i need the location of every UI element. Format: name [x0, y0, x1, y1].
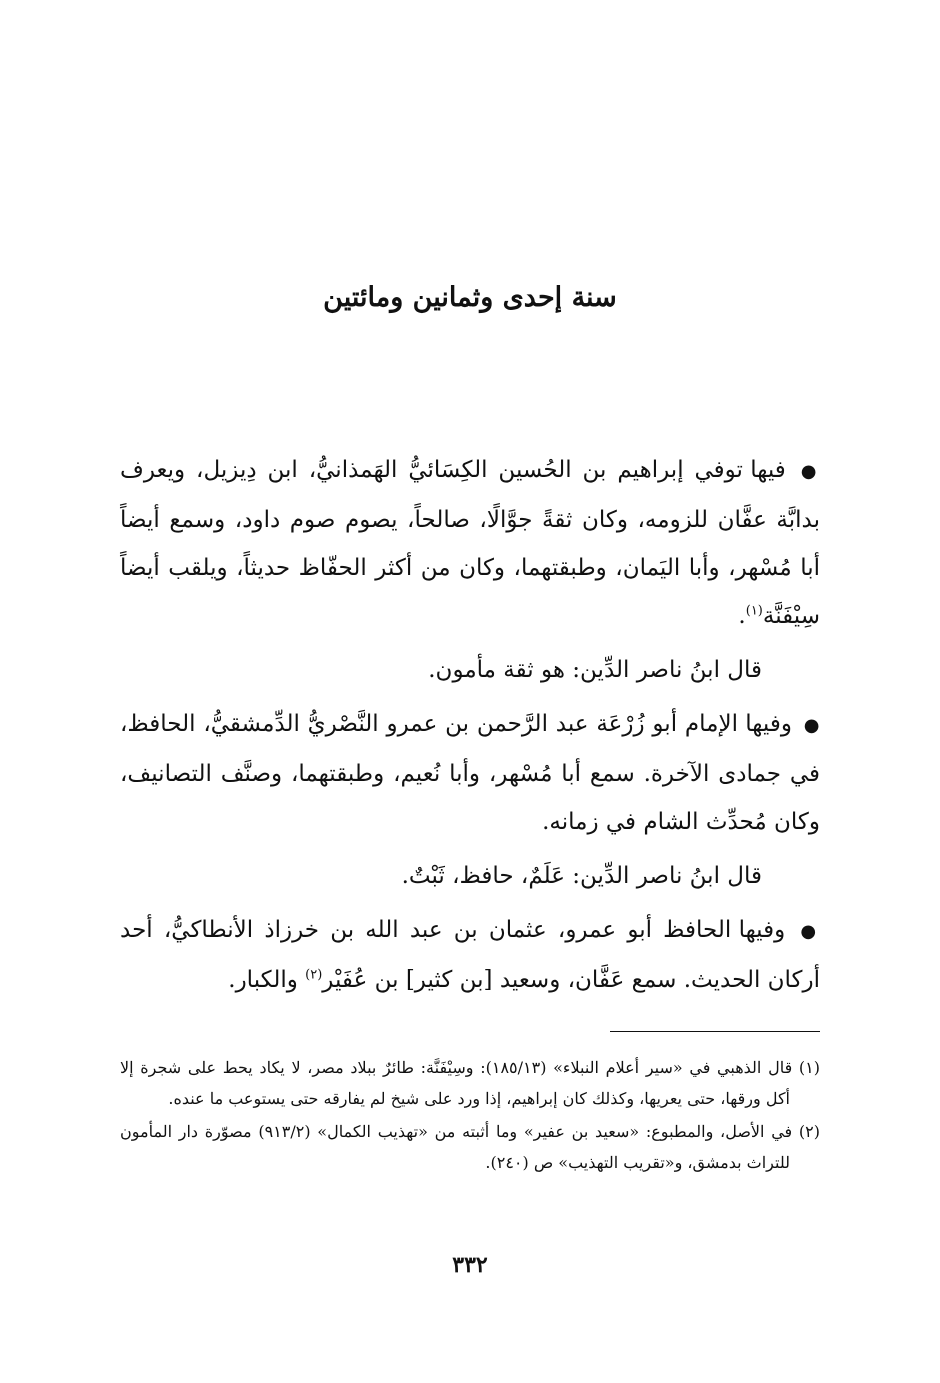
- paragraph-quote-2: [120, 852, 820, 900]
- footnote-1: (١) قال الذهبي في «سير أعلام النبلاء» (١٨٥/١٣): وسِيْفَنَّة: طائرٌ ببلاد مصر، لا يكاد يحط على شجرة إلا أكل ورقها، حتى يعريها، وكذلك كان إبراهيم، إذا ورد على شيخ لم يفارقه حتى يستوعب ما عنده.: [120, 1058, 821, 1108]
- paragraph-abu-zura: [120, 700, 820, 846]
- page-number: ٣٣٢: [452, 1252, 488, 1278]
- paragraph-text-end: والكبار.: [228, 967, 306, 993]
- paragraph-text-end: .: [738, 603, 746, 629]
- footnote-ref-1[interactable]: (١): [745, 603, 763, 619]
- section-title: سنة إحدى وثمانين ومائتين: [323, 282, 617, 313]
- footnote-ref-2[interactable]: (٢): [305, 967, 323, 983]
- paragraph-ibn-dizil: [120, 446, 820, 640]
- bullet-icon: ●: [800, 921, 820, 942]
- paragraph-ibn-kharrazadh: [120, 906, 820, 1004]
- paragraph-text: فيها توفي إبراهيم بن الحُسين الكِسَائيُّ الهَمذانيُّ، ابن دِيزيل، ويعرف بدابَّة عفَّان للزومه، وكان ثقةً جوَّالًا، صالحاً، يصوم صوم داود، وسمع أيضاً أبا مُسْهر، وأبا اليَمان، وطبقتهما، وكان من أكثر الحفّاظ حديثاً، ويلقب أيضاً سِيْفَنَّة: [120, 457, 820, 629]
- bullet-icon: ●: [803, 715, 820, 736]
- paragraph-text: قال ابنُ ناصر الدِّين: عَلَمٌ، حافظ، ثَبْتٌ.: [401, 863, 762, 889]
- paragraph-text: وفيها الحافظ أبو عمرو، عثمان بن عبد الله بن خرزاذ الأنطاكيُّ، أحد أركان الحديث. سمع عَفَّان، وسعيد [بن كثير] بن عُفَيْر: [120, 917, 820, 993]
- footnote-divider: [610, 1031, 820, 1032]
- footnotes: [120, 1052, 820, 1180]
- footnote-2: (٢) في الأصل، والمطبوع: «سعيد بن عفير» وما أثبته من «تهذيب الكمال» (٩١٣/٢) مصوّرة دار المأمون للتراث بدمشق، و«تقريب التهذيب» ص (٢٤٠).: [120, 1122, 820, 1172]
- paragraph-quote-1: [120, 646, 820, 694]
- main-text: [120, 446, 820, 1010]
- paragraph-text: وفيها الإمام أبو زُرْعَة عبد الرَّحمن بن عمرو النَّصْريُّ الدِّمشقيُّ، الحافظ، في جمادى الآخرة. سمع أبا مُسْهر، وأبا نُعيم، وطبقتهما، وصنَّف التصانيف، وكان مُحدِّث الشام في زمانه.: [120, 711, 820, 835]
- bullet-icon: ●: [800, 461, 820, 482]
- paragraph-text: قال ابنُ ناصر الدِّين: هو ثقة مأمون.: [428, 657, 762, 683]
